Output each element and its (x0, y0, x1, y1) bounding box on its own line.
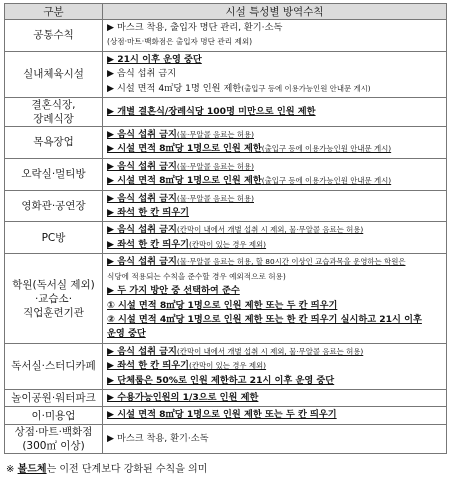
rules-table (4, 3, 447, 454)
rule-note: (칸막이 있는 경우 제외) (189, 239, 267, 249)
table-row (5, 343, 447, 389)
header-rules: 시설 특성별 방역수칙 (103, 4, 447, 20)
table-row (5, 51, 447, 97)
rules-cell (103, 190, 447, 222)
rule-note: (물·무알콜 음료는 허용) (176, 161, 254, 171)
rule-note: (물·무알콜 음료는 허용) (176, 130, 254, 140)
rule-text: ▶ 마스크 착용, 환기·소독 (107, 432, 209, 444)
rule-text: ② 시설 면적 4㎡당 1명으로 인원 제한 또는 한 칸 띄우기 실시하고 21시 이후 (107, 313, 422, 325)
rules-cell (103, 389, 447, 406)
rules-cell (103, 343, 447, 389)
rule-text: ▶ 음식 섭취 금지 (107, 160, 177, 172)
rules-cell (103, 222, 447, 254)
rule-text: ▶ 시설 면적 8㎡당 1명으로 인원 제한 (107, 143, 262, 155)
rule-line (107, 82, 442, 96)
rule-text: ▶ 좌석 한 칸 띄우기 (107, 360, 189, 372)
category-cell: 이·미용업 (5, 407, 103, 424)
rule-line (107, 359, 442, 373)
category-cell: 실내체육시설 (5, 51, 103, 97)
rule-line (107, 284, 442, 298)
rule-line (107, 35, 442, 49)
rule-note: (출입구 등에 이용가능인원 안내문 게시) (261, 176, 392, 186)
rules-cell (103, 424, 447, 453)
table-row (5, 389, 447, 406)
rule-text: ▶ 21시 이후 운영 중단 (107, 53, 202, 65)
rule-line (107, 142, 442, 156)
rule-text: ▶ 음식 섭취 금지 (107, 345, 177, 357)
rule-line (107, 53, 442, 67)
rule-line (107, 105, 442, 119)
rule-line (107, 313, 442, 327)
rule-text: ▶ 수용가능인원의 1/3으로 인원 제한 (107, 391, 259, 403)
category-cell: 상점·마트·백화점 (300㎡ 이상) (5, 424, 103, 453)
table-row (5, 222, 447, 254)
rule-text: ▶ 좌석 한 칸 띄우기 (107, 238, 189, 250)
quarantine-rules-document (4, 3, 446, 475)
rule-line (107, 299, 442, 313)
rule-line (107, 238, 442, 252)
rule-text: ▶ 시설 면적 8㎡당 1명으로 인원 제한 (107, 175, 262, 187)
table-row (5, 20, 447, 52)
rule-line (107, 270, 442, 284)
rules-cell (103, 407, 447, 424)
rule-line (107, 432, 442, 446)
table-header-row (5, 4, 447, 20)
rule-text: ▶ 음식 섭취 금지 (107, 129, 177, 141)
rule-text: ▶ 음식 섭취 금지 (107, 256, 177, 268)
rules-cell (103, 254, 447, 343)
rule-line (107, 128, 442, 142)
rule-text: ▶ 음식 섭취 금지 (107, 224, 177, 236)
rule-line (107, 192, 442, 206)
rule-text: ▶ 음식 섭취 금지 (107, 192, 177, 204)
rule-line (107, 255, 442, 269)
legend-note (4, 460, 446, 475)
rule-note: (물·무알콜 음료는 허용) (176, 193, 254, 203)
category-cell: 영화관·공연장 (5, 190, 103, 222)
rule-line (107, 160, 442, 174)
category-cell: 공통수칙 (5, 20, 103, 52)
rule-text: ▶ 좌석 한 칸 띄우기 (107, 207, 189, 219)
rules-table-body (5, 20, 447, 454)
category-cell: 독서실·스터디카페 (5, 343, 103, 389)
rule-note: (칸막이 있는 경우 제외) (189, 361, 267, 371)
category-cell: PC방 (5, 222, 103, 254)
rules-cell (103, 127, 447, 159)
rule-line (107, 174, 442, 188)
rules-cell (103, 20, 447, 52)
rule-text: ▶ 마스크 착용, 출입자 명단 관리, 환기·소독 (107, 22, 283, 33)
table-row (5, 190, 447, 222)
table-row (5, 407, 447, 424)
category-cell: 결혼식장, 장례식장 (5, 98, 103, 127)
table-row (5, 127, 447, 159)
rule-line (107, 67, 442, 81)
rule-text: ▶ 음식 섭취 금지 (107, 68, 177, 80)
rule-note: (출입구 등에 이용가능인원 안내문 게시) (241, 83, 371, 93)
category-cell: 학원(독서실 제외) ·교습소· 직업훈련기관 (5, 254, 103, 343)
table-row (5, 424, 447, 453)
category-cell: 목욕장업 (5, 127, 103, 159)
rule-line (107, 391, 442, 405)
rule-text: ▶ 두 가지 방안 중 선택하여 준수 (107, 285, 240, 297)
rule-line (107, 345, 442, 359)
table-row (5, 158, 447, 190)
rules-cell (103, 98, 447, 127)
rule-text: (상점·마트·백화점은 출입자 명단 관리 제외) (107, 37, 253, 47)
rule-text: 식당에 적용되는 수칙을 준수할 경우 예외적으로 허용) (107, 271, 286, 281)
legend-text: 는 이전 단계보다 강화된 수칙을 의미 (46, 463, 208, 475)
legend-bold-word: 볼드체 (17, 463, 47, 475)
rule-line (107, 21, 442, 35)
rule-note: (출입구 등에 이용가능인원 안내문 게시) (261, 144, 392, 154)
rule-line (107, 327, 442, 341)
rule-line (107, 206, 442, 220)
rule-text: ▶ 개별 결혼식/장례식당 100명 미만으로 인원 제한 (107, 105, 316, 117)
table-row (5, 254, 447, 343)
rule-text: ① 시설 면적 8㎡당 1명으로 인원 제한 또는 두 칸 띄우기 (107, 299, 338, 311)
rule-text: ▶ 시설 면적 4㎡당 1명 인원 제한 (107, 82, 242, 94)
rules-cell (103, 158, 447, 190)
rule-note: (칸막이 내에서 개별 섭취 시 제외, 물·무알콜 음료는 허용) (176, 346, 364, 356)
rule-line (107, 374, 442, 388)
rules-cell (103, 51, 447, 97)
category-cell: 놀이공원·워터파크 (5, 389, 103, 406)
rule-line (107, 408, 442, 422)
rule-note: (물·무알콜 음료는 허용, 할 80시간 이상인 교습과목을 운영하는 학원은 (176, 257, 406, 267)
header-category: 구분 (5, 4, 103, 20)
legend-mark: ※ (6, 463, 15, 475)
category-cell: 오락실·멀티방 (5, 158, 103, 190)
table-row (5, 98, 447, 127)
rule-line (107, 223, 442, 237)
rule-note: (칸막이 내에서 개별 섭취 시 제외, 물·무알콜 음료는 허용) (176, 225, 364, 235)
rule-text: ▶ 단체룸은 50%로 인원 제한하고 21시 이후 운영 중단 (107, 374, 335, 386)
rule-text: ▶ 시설 면적 8㎡당 1명으로 인원 제한 또는 두 칸 띄우기 (107, 409, 337, 421)
rule-text: 운영 중단 (107, 328, 146, 340)
